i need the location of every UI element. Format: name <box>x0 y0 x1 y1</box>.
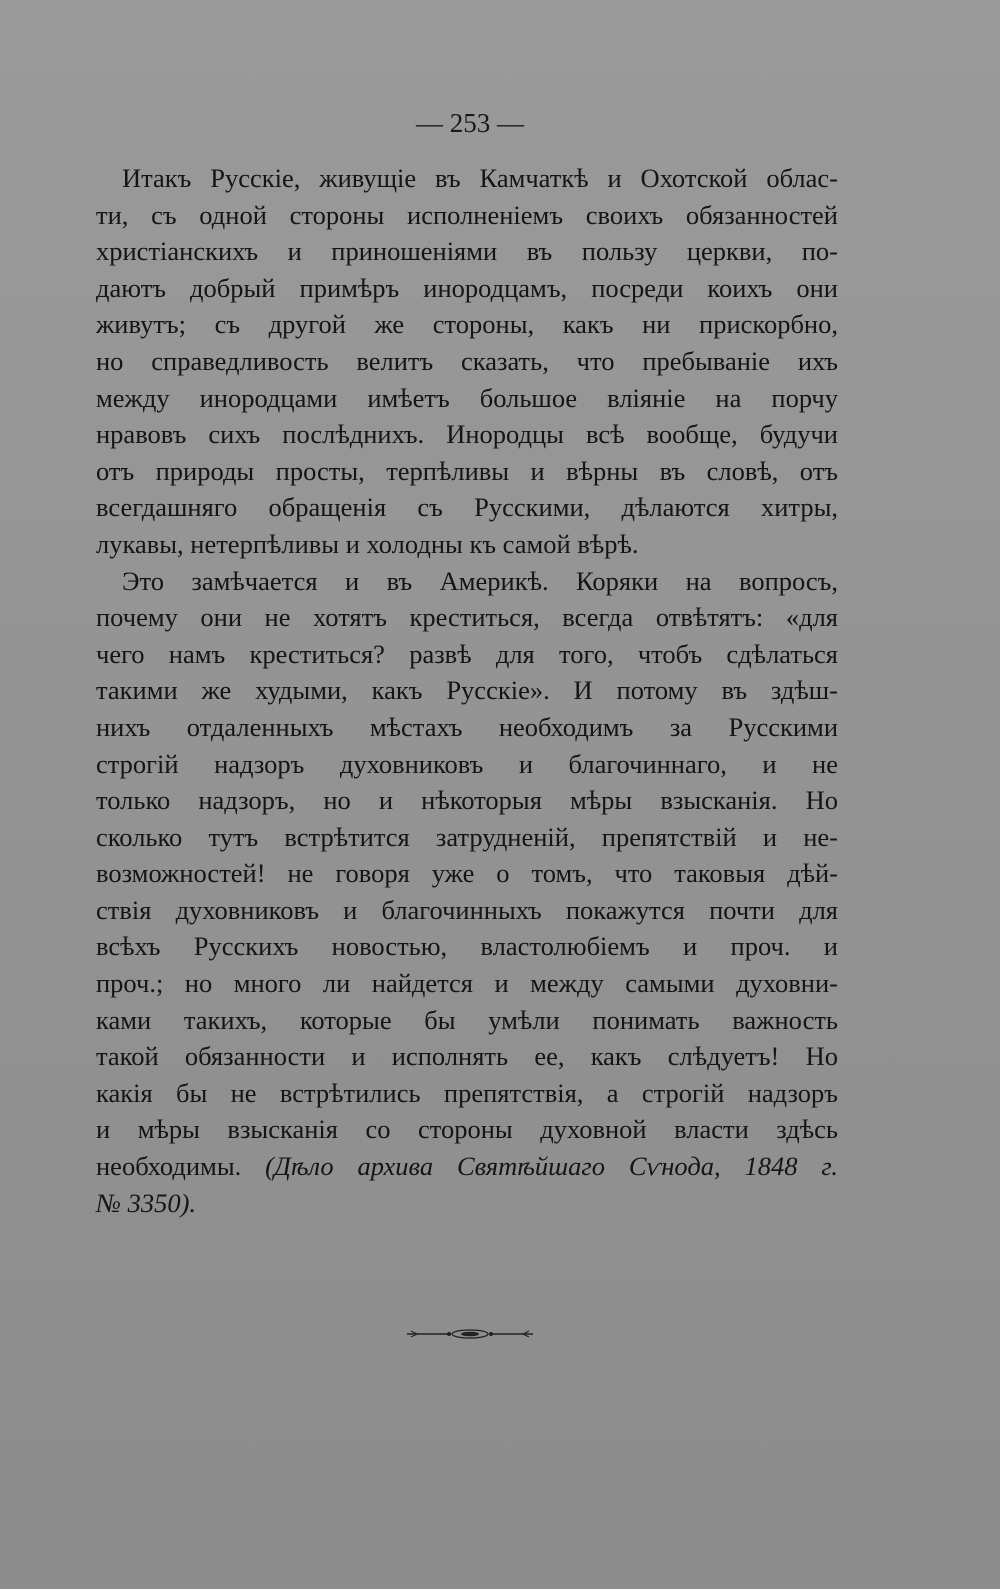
text-line: ствія духовниковъ и благочинныхъ покажутся почти для <box>96 894 838 925</box>
archive-citation-number: № 3350). <box>96 1187 197 1218</box>
text-line: только надзоръ, но и нѣкоторыя мѣры взысканія. Но <box>96 785 838 816</box>
text-line: всѣхъ Русскихъ новостью, властолюбіемъ и проч. и <box>96 931 838 962</box>
text-line: чего намъ креститься? развѣ для того, чтобъ сдѣлаться <box>96 638 838 669</box>
text-line: лукавы, нетерпѣливы и холодны къ самой вѣрѣ. <box>96 528 639 559</box>
paragraph-2 <box>96 563 838 1222</box>
text-line: даютъ добрый примѣръ инородцамъ, посреди коихъ они <box>96 272 838 303</box>
text-line: возможностей! не говоря уже о томъ, что таковыя дѣй- <box>96 858 838 889</box>
text-line: ками такихъ, которые бы умѣли понимать важность <box>96 1004 838 1035</box>
text-line: ти, съ одной стороны исполненіемъ своихъ обязанностей <box>96 199 838 230</box>
text-line: почему они не хотятъ креститься, всегда отвѣтятъ: «для <box>96 602 838 633</box>
text-line: между инородцами имѣетъ большое вліяніе на порчу <box>96 382 838 413</box>
text-line: сколько тутъ встрѣтится затрудненій, препятствій и не- <box>96 821 838 852</box>
text-line: какія бы не встрѣтились препятствія, а строгій надзоръ <box>96 1077 838 1108</box>
text-line: проч.; но много ли найдется и между самыми духовни- <box>96 968 838 999</box>
text-line: такими же худыми, какъ Русскіе». И потому въ здѣш- <box>96 675 838 706</box>
text-line: нихъ отдаленныхъ мѣстахъ необходимъ за Русскими <box>96 711 838 742</box>
text-line: строгій надзоръ духовниковъ и благочиннаго, и не <box>96 748 838 779</box>
text-line: Итакъ Русскіе, живущіе въ Камчаткѣ и Охотской облас- <box>122 163 838 193</box>
text-line: и мѣры взысканія со стороны духовной власти здѣсь <box>96 1114 838 1145</box>
archive-citation: (Дѣло архива Святѣйшаго Сѵнода, 1848 г. <box>265 1151 838 1182</box>
text-line: но справедливость велитъ сказать, что пребываніе ихъ <box>96 345 838 376</box>
body-text <box>96 160 838 1221</box>
text-line: Это замѣчается и въ Америкѣ. Коряки на вопросъ, <box>122 565 838 596</box>
page-number: — 253 — <box>416 108 524 138</box>
text-line: христіанскихъ и приношеніями въ пользу церкви, по- <box>96 236 838 267</box>
text-line-citation <box>96 1148 838 1185</box>
text-line: нравовъ сихъ послѣднихъ. Инородцы всѣ вообще, будучи <box>96 419 838 450</box>
paragraph-1 <box>96 160 838 563</box>
text-line: живутъ; съ другой же стороны, какъ ни прискорбно, <box>96 309 838 340</box>
text-line: всегдашняго обращенія съ Русскими, дѣлаются хитры, <box>96 492 838 523</box>
citation-lead: необходимы. <box>96 1151 242 1182</box>
text-line: отъ природы просты, терпѣливы и вѣрны въ словѣ, отъ <box>96 455 838 486</box>
decorative-rule-ornament-icon <box>405 1326 535 1342</box>
text-line: такой обязанности и исполнять ее, какъ слѣдуетъ! Но <box>96 1041 838 1072</box>
